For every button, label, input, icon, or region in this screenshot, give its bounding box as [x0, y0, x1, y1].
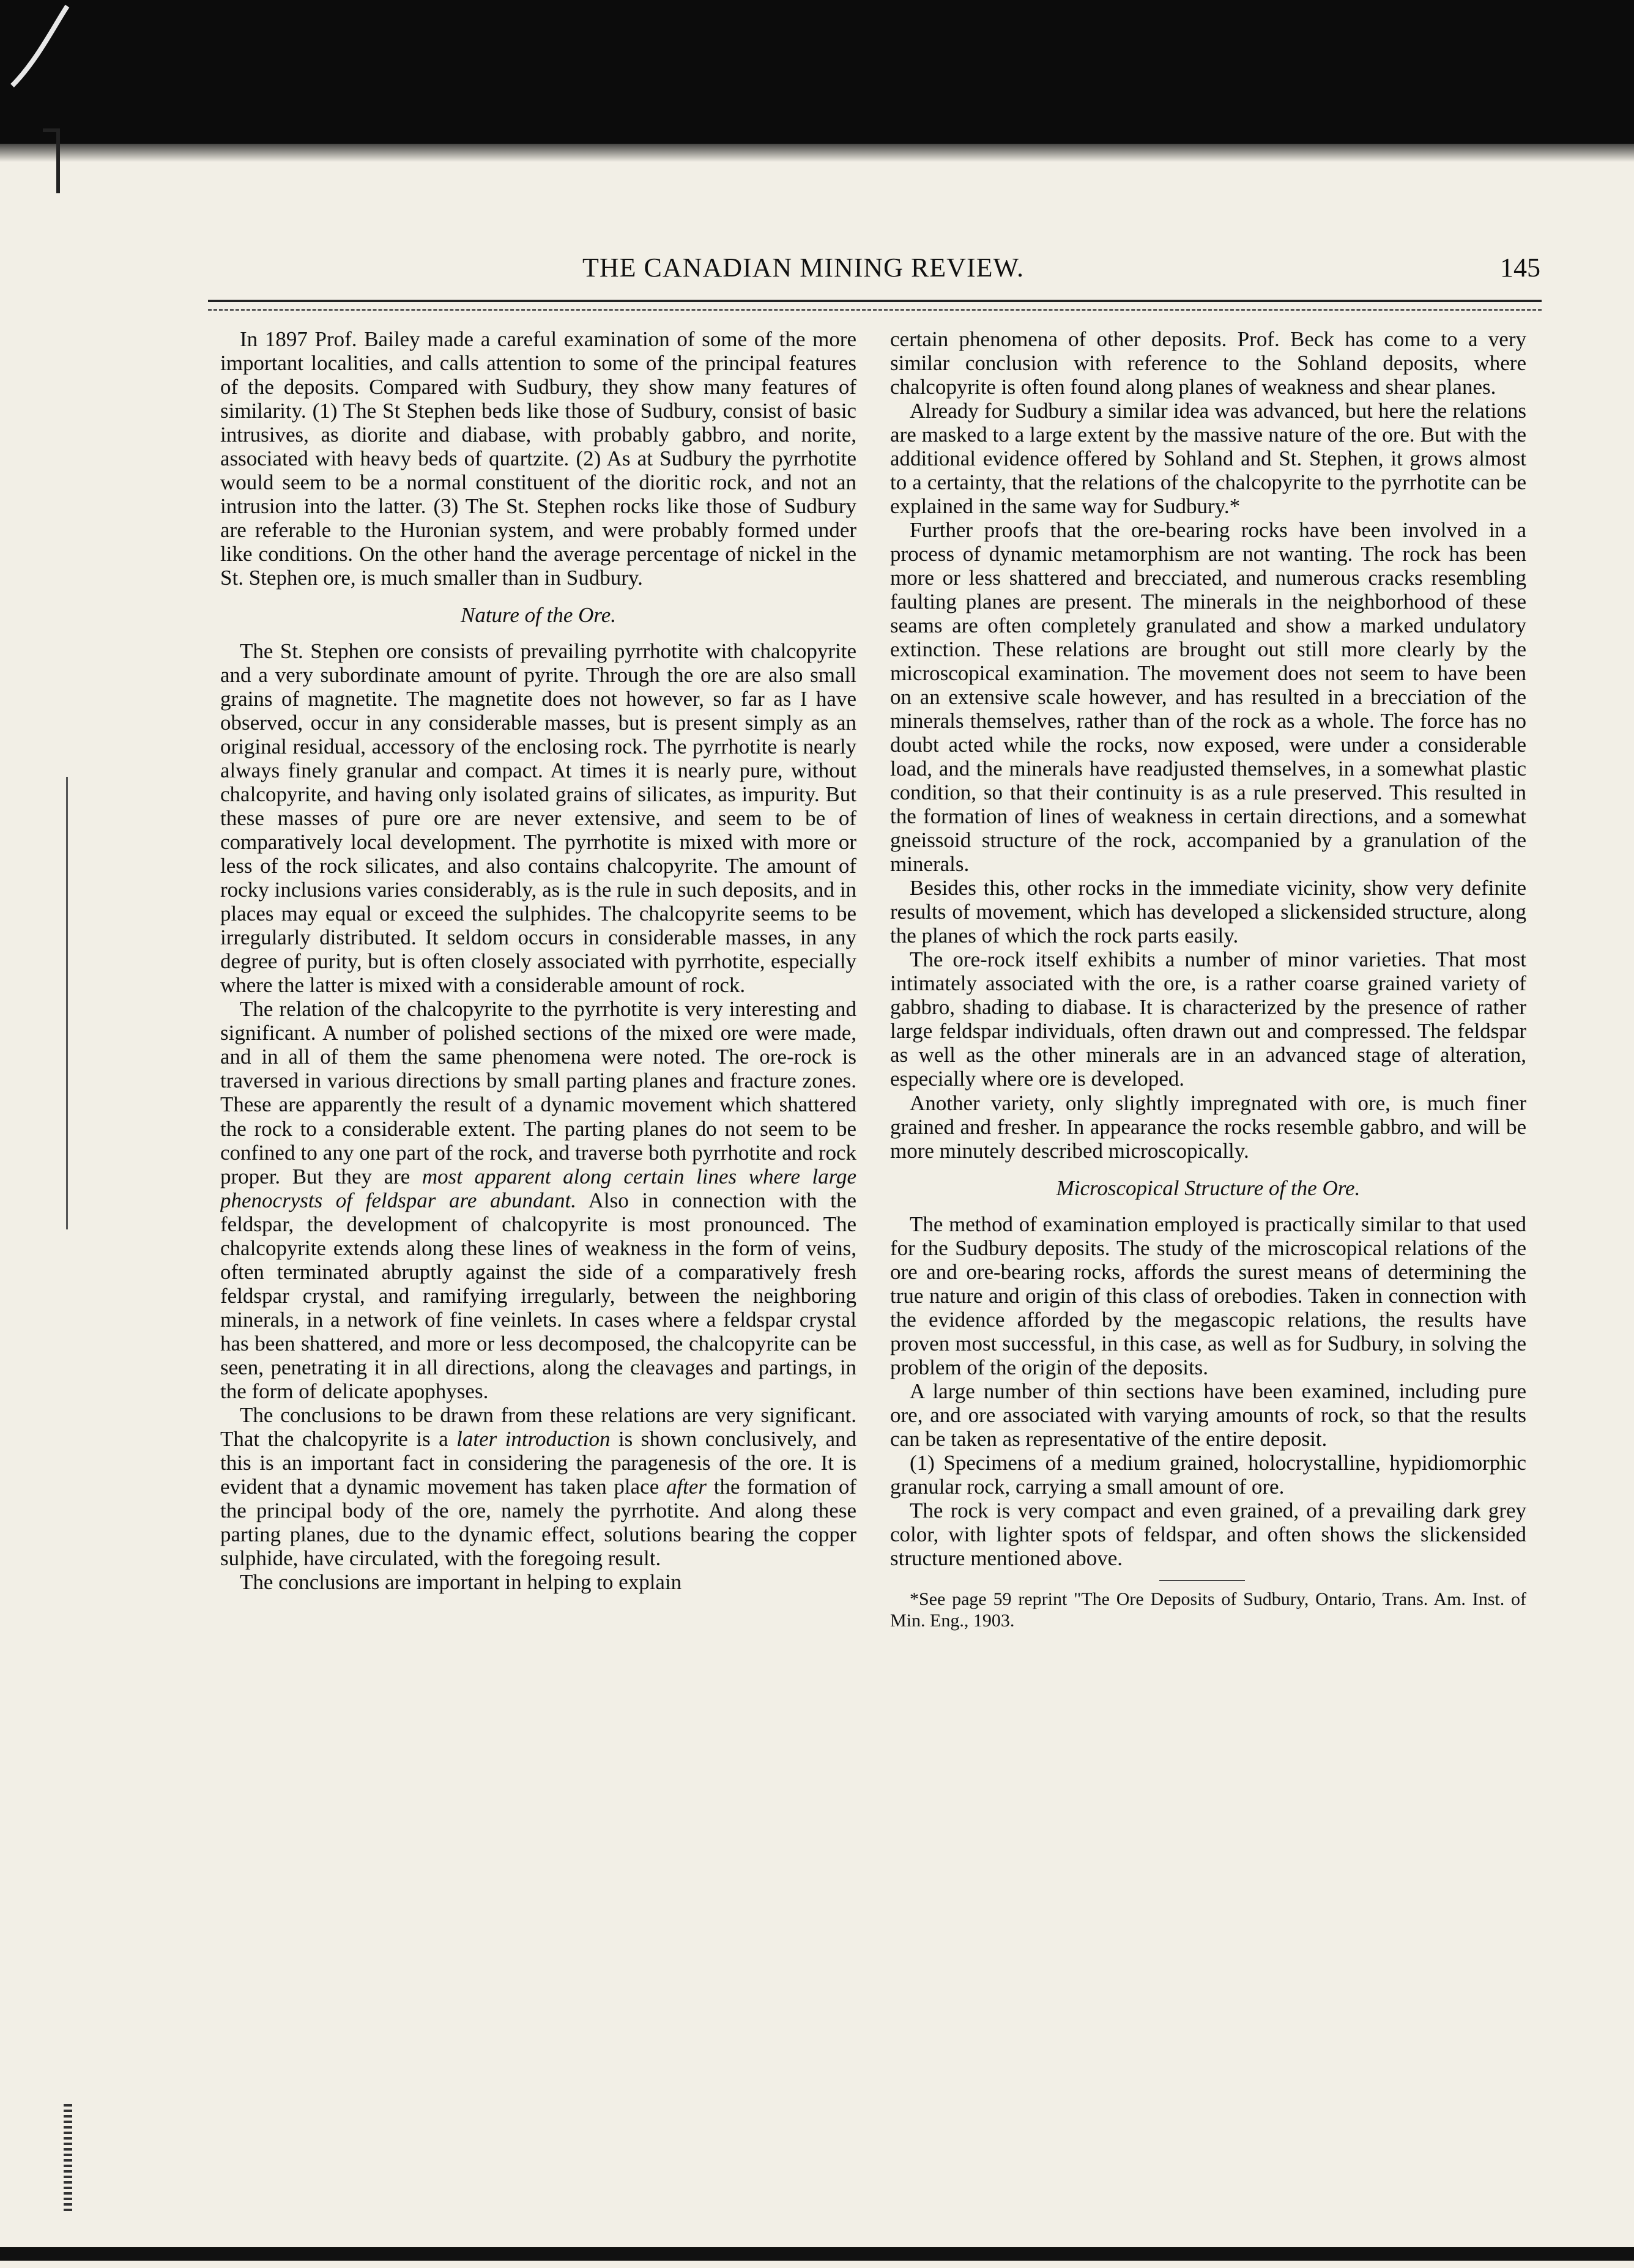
scan-bracket-mark: [43, 128, 60, 193]
italic-text: later introduction: [456, 1426, 611, 1451]
paragraph: Already for Sudbury a similar idea was advanced, but here the relations are masked to a large extent by the massive nature of the ore. But with the additional evidence offered by Sohland and St. Stephen, it grows almost to a certainty, that the relations of the chalcopyrite to the pyrrhotite can be explained in the same way for Sudbury.*: [890, 399, 1526, 519]
section-heading-nature-of-ore: Nature of the Ore.: [460, 603, 617, 628]
paragraph: Further proofs that the ore-bearing rocks have been involved in a process of dynamic metamorphism are not wanting. The rock has been more or less shattered and brecciated, and numerous cracks resembling faulting planes are present. The minerals in the neighborhood of these seams are often completely granulated and show a marked undulatory extinction. These relations are brought out still more clearly by the microscopical examination. The movement does not seem to have been on an extensive scale however, and has resulted in a brecciation of the minerals themselves, rather than of the rock as a whole. The force has no doubt acted while the rocks, now exposed, were under a considerable load, and the minerals have readjusted themselves, in a somewhat plastic condition, so that their continuity is as a rule preserved. This resulted in the formation of lines of weakness in certain directions, and a somewhat gneissoid structure of the rock, accompanied by a granulation of the minerals.: [890, 518, 1526, 876]
journal-title: THE CANADIAN MINING REVIEW.: [582, 253, 1024, 283]
scan-scratch-mark: [0, 0, 86, 92]
paragraph: [220, 997, 856, 1403]
right-column: [890, 327, 1526, 2229]
scan-dark-top-band: [0, 0, 1634, 144]
paragraph: A large number of thin sections have been examined, including pure ore, and ore associated with varying amounts of rock, so that the results can be taken as representative of the entire deposit.: [890, 1379, 1526, 1451]
page-number: 145: [1500, 253, 1540, 283]
footnote: *See page 59 reprint "The Ore Deposits of Sudbury, Ontario, Trans. Am. Inst. of Min. Eng., 1903.: [890, 1588, 1526, 1631]
paragraph: Another variety, only slightly impregnated with ore, is much finer grained and fresher. In appearance the rocks resemble gabbro, and will be more minutely described microscopically.: [890, 1091, 1526, 1163]
text-run: is shown conclusively, and this is an important fact in considering the paragenesis of the ore. It is evident that a dynamic movement has taken place: [220, 1426, 856, 1499]
scan-bottom-edge: [0, 2247, 1634, 2261]
paragraph: In 1897 Prof. Bailey made a careful examination of some of the more important localities, and calls attention to some of the principal features of the deposits. Compared with Sudbury, they show many features of similarity. (1) The St Stephen beds like those of Sudbury, consist of basic intrusives, as diorite and diabase, with probably gabbro, and norite, associated with heavy beds of quartzite. (2) As at Sudbury the pyrrhotite would seem to be a normal constituent of the dioritic rock, and not an intrusion into the latter. (3) The St. Stephen rocks like those of Sudbury are referable to the Huronian system, and were probably formed under like conditions. On the other hand the average percentage of nickel in the St. Stephen ore, is much smaller than in Sudbury.: [220, 327, 856, 590]
section-heading-microscopical-structure: Microscopical Structure of the Ore.: [1056, 1176, 1361, 1200]
text-run: The relation of the chalcopyrite to the pyrrhotite is very interesting and significant. A number of polished sections of the mixed ore were made, and in all of them the same phenomena were noted. The ore-rock is traversed in various directions by small parting planes and fracture zones. These are apparently the result of a dynamic movement which shattered the rock to a considerable extent. The parting planes do not seem to be confined to any one part of the rock, and traverse both pyrrhotite and rock proper. But they are: [220, 997, 856, 1188]
left-column: [220, 327, 856, 2229]
scan-edge-mark: [64, 2104, 72, 2214]
text-run: The conclusions to be drawn from these relations are very significant. That the chalcopyrite is a: [220, 1403, 856, 1451]
text-run: Also in connection with the feldspar, the development of chalcopyrite is most pronounced. The chalcopyrite extends along these lines of weakness in the form of veins, often terminated abruptly against the side of a comparatively fresh feldspar crystal, and ramifying irregularly, between the neighboring minerals, in a network of fine veinlets. In cases where a feldspar crystal has been shattered, and more or less decomposed, the chalcopyrite can be seen, penetrating it in all directions, along the cleavages and partings, in the form of delicate apophyses.: [220, 1188, 856, 1403]
paragraph: The conclusions are important in helping to explain: [240, 1569, 682, 1594]
paragraph: The rock is very compact and even grained, of a prevailing dark grey color, with lighter spots of feldspar, and often shows the slickensided structure mentioned above.: [890, 1498, 1526, 1570]
paragraph: The method of examination employed is practically similar to that used for the Sudbury deposits. The study of the microscopical relations of the ore and ore-bearing rocks, affords the surest means of determining the true nature and origin of this class of orebodies. Taken in connection with the evidence afforded by the megascopic relations, the results have proven most successful, in this case, as well as for Sudbury, in solving the problem of the origin of the deposits.: [890, 1212, 1526, 1379]
paragraph: The St. Stephen ore consists of prevailing pyrrhotite with chalcopyrite and a very subordinate amount of pyrite. Through the ore are also small grains of magnetite. The magnetite does not however, so far as I have observed, occur in any considerable masses, but is present simply as an original residual, accessory of the enclosing rock. The pyrrhotite is nearly always finely granular and compact. At times it is nearly pure, without chalcopyrite, and having only isolated grains of silicates, as impurity. But these masses of pure ore are never extensive, and seem to be of comparatively local development. The pyrrhotite is mixed with more or less of the rock silicates, and also contains chalcopyrite. The amount of rocky inclusions varies considerably, as is the rule in such deposits, and in places may equal or exceed the sulphides. The chalcopyrite seems to be irregularly distributed. It seldom occurs in considerable masses, in any degree of purity, but is often closely associated with pyrrhotite, especially where the latter is mixed with a considerable amount of rock.: [220, 639, 856, 998]
header-rule: [208, 300, 1542, 302]
header-rule-dashed: [208, 309, 1542, 311]
running-header: [66, 252, 1540, 289]
paragraph: Besides this, other rocks in the immediate vicinity, show very definite results of movement, which has developed a slickensided structure, along the planes of which the rock parts easily.: [890, 876, 1526, 948]
paragraph: (1) Specimens of a medium grained, holocrystalline, hypidiomorphic granular rock, carrying a small amount of ore.: [890, 1450, 1526, 1499]
italic-text: most apparent along certain lines where large phenocrysts of feldspar are abundant.: [220, 1164, 856, 1212]
paragraph: The ore-rock itself exhibits a number of minor varieties. That most intimately associated with the ore, is a rather coarse grained variety of gabbro, shading to diabase. It is characterized by the presence of rather large feldspar individuals, often drawn out and compressed. The feldspar as well as the other minerals are in an advanced stage of alteration, especially where ore is developed.: [890, 947, 1526, 1091]
margin-line: [66, 777, 68, 1229]
paragraph: certain phenomena of other deposits. Prof. Beck has come to a very similar conclusion with reference to the Sohland deposits, where chalcopyrite is often found along planes of weakness and shear planes.: [890, 327, 1526, 399]
italic-text: after: [666, 1474, 707, 1499]
paragraph: [220, 1403, 856, 1570]
text-run: the formation of the principal body of the ore, namely the pyrrhotite. And along these parting planes, due to the dynamic effect, solutions bearing the copper sulphide, have circulated, with the foregoing result.: [220, 1474, 856, 1570]
